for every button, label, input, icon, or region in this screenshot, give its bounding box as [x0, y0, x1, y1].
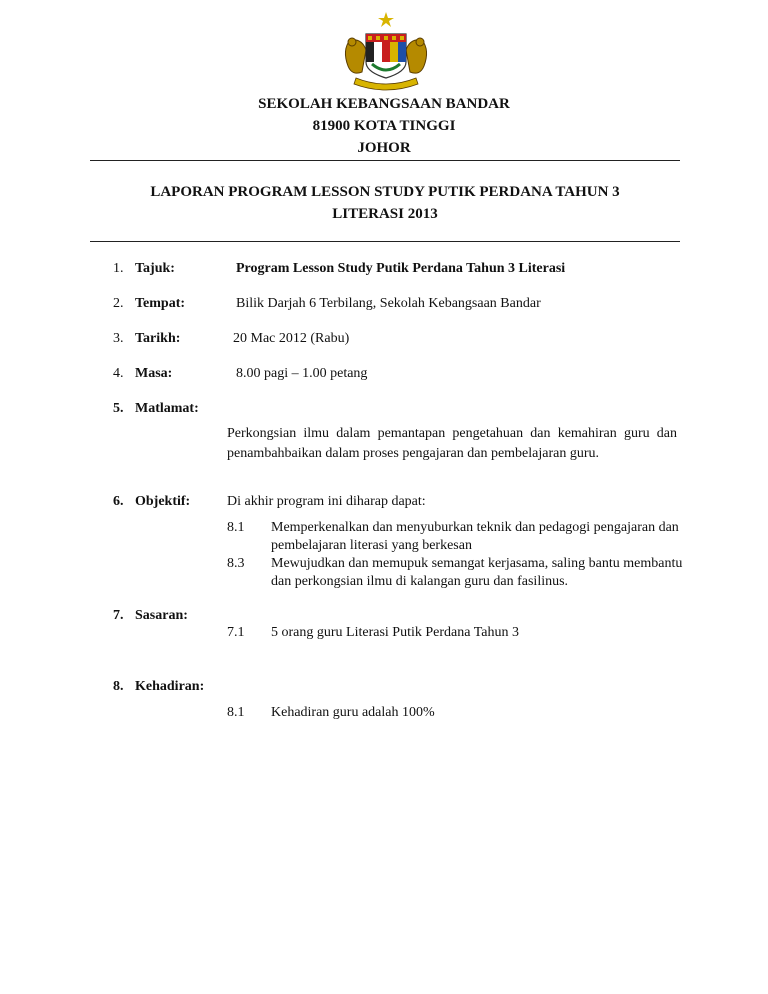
item-number: 4. [113, 366, 124, 381]
item-tajuk [113, 261, 175, 277]
masa-value: 8.00 pagi – 1.00 petang [236, 366, 368, 381]
point-text: Mewujudkan dan memupuk semangat kerjasama, saling bantu membantu dan perkongsian ilmu di kalangan guru dan fasilinus. [271, 556, 683, 589]
item-number: 2. [113, 296, 124, 311]
item-number: 1. [113, 261, 124, 276]
title-divider [90, 241, 680, 242]
school-postcode-city: 81900 KOTA TINGGI [312, 118, 456, 134]
item-number: 7. [113, 608, 124, 623]
malaysia-coat-of-arms-icon [336, 10, 436, 94]
item-label: Matlamat: [135, 401, 199, 416]
item-matlamat [113, 401, 199, 417]
school-state: JOHOR [357, 140, 411, 156]
matlamat-text: Perkongsian ilmu dalam pemantapan pengetahuan dan kemahiran guru dan penambahbaikan dalam proses pengajaran dan pembelajaran guru. [227, 426, 677, 461]
item-label: Objektif: [135, 494, 191, 509]
item-tarikh [113, 331, 180, 347]
item-tempat [113, 296, 185, 312]
report-title [90, 181, 680, 225]
header-divider [90, 160, 680, 161]
tajuk-value: Program Lesson Study Putik Perdana Tahun 3 Literasi [236, 261, 566, 276]
item-label: Sasaran: [135, 608, 188, 623]
item-label: Tempat: [135, 296, 186, 311]
item-number: 3. [113, 331, 124, 346]
item-label: Tajuk: [135, 261, 175, 276]
item-number: 6. [113, 494, 124, 509]
report-title-line1: LAPORAN PROGRAM LESSON STUDY PUTIK PERDANA TAHUN 3 [150, 184, 620, 200]
report-title-line2: LITERASI 2013 [332, 206, 438, 222]
item-objektif [113, 494, 190, 510]
tarikh-value: 20 Mac 2012 (Rabu) [233, 331, 350, 346]
point-number: 8.1 [227, 520, 245, 535]
objektif-intro: Di akhir program ini diharap dapat: [227, 494, 426, 509]
point-number: 7.1 [227, 625, 245, 640]
point-number: 8.1 [227, 705, 245, 720]
item-label: Kehadiran: [135, 679, 205, 694]
item-sasaran [113, 608, 188, 624]
item-kehadiran [113, 679, 204, 695]
point-text: 5 orang guru Literasi Putik Perdana Tahun 3 [271, 625, 519, 640]
point-text: Memperkenalkan dan menyuburkan teknik dan pedagogi pengajaran dan pembelajaran literasi yang berkesan [271, 520, 679, 553]
item-label: Masa: [135, 366, 173, 381]
point-text: Kehadiran guru adalah 100% [271, 705, 435, 720]
item-number: 5. [113, 401, 124, 416]
point-number: 8.3 [227, 556, 245, 571]
school-name: SEKOLAH KEBANGSAAN BANDAR [258, 96, 510, 112]
item-masa [113, 366, 172, 382]
item-label: Tarikh: [135, 331, 181, 346]
tempat-value: Bilik Darjah 6 Terbilang, Sekolah Kebangsaan Bandar [236, 296, 541, 311]
item-number: 8. [113, 679, 124, 694]
